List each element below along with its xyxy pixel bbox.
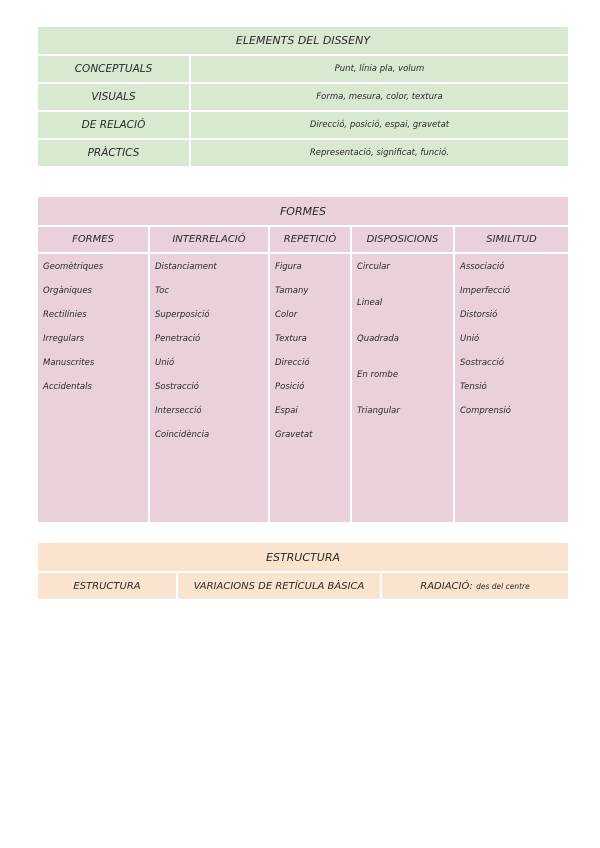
elements-del-disseny-table xyxy=(36,25,570,168)
list-item: Rectilínies xyxy=(43,310,87,320)
row-label-de-relacio: DE RELACIÓ xyxy=(37,111,190,139)
elements-title: ELEMENTS DEL DISSENY xyxy=(37,26,569,55)
list-item: Unió xyxy=(155,358,175,368)
row-value-de-relacio: Direcció, posició, espai, gravetat xyxy=(190,111,569,139)
table-row xyxy=(37,83,569,111)
column-repeticio xyxy=(269,253,351,523)
row-label-visuals: VISUALS xyxy=(37,83,190,111)
radiacio-note: des del centre xyxy=(476,581,530,591)
list-item: Color xyxy=(275,310,298,320)
column-similitud xyxy=(454,253,569,523)
list-item: Quadrada xyxy=(357,334,399,344)
list-item: Espai xyxy=(275,406,298,416)
list-item: Associació xyxy=(460,262,505,272)
list-item: Irregulars xyxy=(43,334,85,344)
list-item: Toc xyxy=(155,286,170,296)
list-item: Triangular xyxy=(357,406,400,416)
column-header-repeticio: REPETICIÓ xyxy=(269,226,351,253)
table-row xyxy=(37,253,569,523)
column-formes xyxy=(37,253,149,523)
formes-table xyxy=(36,195,570,524)
radiacio-cell xyxy=(381,572,569,600)
list-item: Gravetat xyxy=(275,430,313,440)
list-item: Geomètriques xyxy=(43,262,104,272)
list-item: Distorsió xyxy=(460,310,498,320)
table-row xyxy=(37,572,569,600)
list-item: Figura xyxy=(275,262,302,272)
list-item: En rombe xyxy=(357,370,399,380)
column-header-formes: FORMES xyxy=(37,226,149,253)
list-item: Distanciament xyxy=(155,262,217,272)
row-value-visuals: Forma, mesura, color, textura xyxy=(190,83,569,111)
list-item: Posició xyxy=(275,382,305,392)
list-item: Tensió xyxy=(460,382,487,392)
table-row xyxy=(37,111,569,139)
list-item: Penetració xyxy=(155,334,201,344)
row-label-practics: PRÀCTICS xyxy=(37,139,190,167)
table-row xyxy=(37,55,569,83)
column-header-interrelacio: INTERRELACIÓ xyxy=(149,226,269,253)
list-item: Imperfecció xyxy=(460,286,511,296)
column-header-similitud: SIMILITUD xyxy=(454,226,569,253)
formes-title: FORMES xyxy=(37,196,569,226)
list-item: Manuscrites xyxy=(43,358,95,368)
list-item: Accidentals xyxy=(43,382,92,392)
row-value-practics: Representació, significat, funció. xyxy=(190,139,569,167)
radiacio-label: RADIACIÓ: xyxy=(420,580,473,592)
estructura-title: ESTRUCTURA xyxy=(37,542,569,572)
list-item: Coincidència xyxy=(155,430,210,440)
column-header-disposicions: DISPOSICIONS xyxy=(351,226,454,253)
list-item: Sostracció xyxy=(155,382,199,392)
table-row xyxy=(37,139,569,167)
list-item: Direcció xyxy=(275,358,310,368)
column-interrelacio xyxy=(149,253,269,523)
list-item: Comprensió xyxy=(460,406,511,416)
estructura-label: ESTRUCTURA xyxy=(37,572,177,600)
list-item: Lineal xyxy=(357,298,383,308)
list-item: Orgàniques xyxy=(43,286,92,296)
estructura-table xyxy=(36,541,570,601)
column-header-row xyxy=(37,226,569,253)
list-item: Textura xyxy=(275,334,307,344)
row-label-conceptuals: CONCEPTUALS xyxy=(37,55,190,83)
column-disposicions xyxy=(351,253,454,523)
list-item: Sostracció xyxy=(460,358,504,368)
list-item: Circular xyxy=(357,262,390,272)
list-item: Unió xyxy=(460,334,480,344)
list-item: Tamany xyxy=(275,286,309,296)
list-item: Intersecció xyxy=(155,406,202,416)
list-item: Superposició xyxy=(155,310,210,320)
row-value-conceptuals: Punt, línia pla, volum xyxy=(190,55,569,83)
variacions-reticula: VARIACIONS DE RETÍCULA BÀSICA xyxy=(177,572,381,600)
